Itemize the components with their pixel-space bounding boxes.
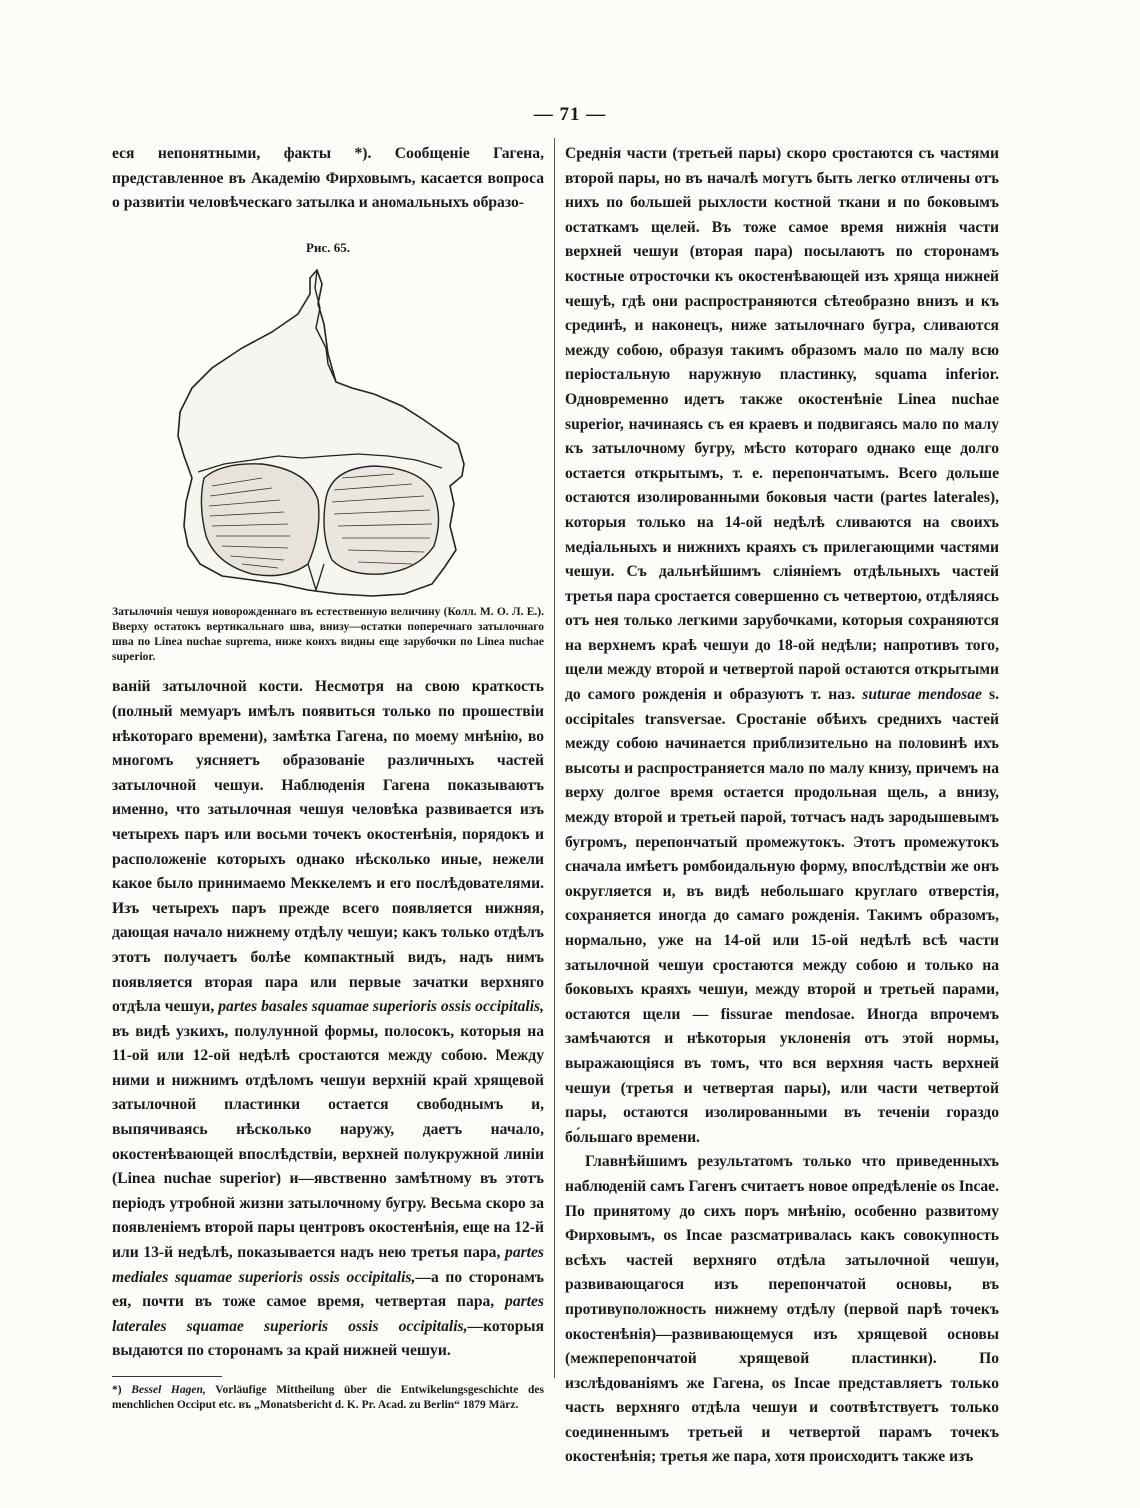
figure-caption: Затылочнія чешуя новорожденнаго въ естественную величину (Колл. М. О. Л. Е.). Вверху остатокъ вертикальнаго шва, внизу—остатки поперечнаго затылочнаго шва по Linea nuchae suprema, ниже коихъ видны еще зарубочки по Linea nuchae superior.	[112, 606, 544, 664]
latin-term: partes mediales squamae superioris ossis occipitalis,	[112, 1244, 544, 1286]
left-text-run: —а по сторонамъ ея, почти въ тоже самое время, четвертая пара,	[112, 1268, 544, 1311]
column-divider	[554, 138, 555, 1378]
left-text-run: въ видѣ узкихъ, полулунной формы, полосокъ, которыя на 11-ой или 12-ой недѣлѣ сростаются между собою. Между ними и нижнимъ отдѣломъ чешуи верхній край хрящевой затылочной пластинки остается свободнымъ и, выпячиваясь нѣсколько наружу, даетъ начало, окостенѣвающей впослѣдствіи, верхней полукружной линіи (Linea nuchae superior) и—явственно замѣтному въ этотъ періодъ утробной жизни затылочному бугру. Весьма скоро за появленіемъ второй пары центровъ окостенѣнія, еще на 12-й или 13-й недѣлѣ, показывается надъ нею третья пара,	[112, 1022, 544, 1262]
left-column	[112, 142, 544, 1413]
left-text-run: ваній затылочной кости. Несмотря на свою краткость (полный мемуаръ имѣлъ появиться только по прошествіи нѣкотораго времени), замѣтка Гагена, по моему мнѣнію, во многомъ уясняетъ образованіе различныхъ частей затылочной чешуи. Наблюденія Гагена показываютъ именно, что затылочная чешуя человѣка развивается изъ четырехъ паръ или восьми точекъ окостенѣнія, порядокъ и расположеніе которыхъ однако нѣсколько иные, нежели какое было принимаемо Меккелемъ и его послѣдователями. Изъ четырехъ паръ прежде всего появляется нижняя, дающая начало нижнему отдѣлу чешуи; какъ только отдѣлъ этотъ получаетъ болѣе компактный видъ, надъ нимъ появляется вторая пара или первые зачатки верхняго отдѣла чешуи,	[112, 678, 544, 1016]
occipital-bone-figure	[112, 264, 544, 599]
right-text-run: s. occipitales transversae. Сростаніе обѣихъ среднихъ частей между собою начинается приблизительно на половинѣ ихъ высоты и распространяется мало по малу книзу, причемъ на верху долгое время остается продольная щель, а внизу, между второй и третьей парой, тотчасъ надъ зародышевымъ бугромъ, перепончатый промежутокъ. Этотъ промежутокъ сначала имѣетъ ромбоидальную форму, впослѣдствіи же онъ округляется и, въ видѣ небольшаго круглаго отверстія, сохраняется иногда до самаго рожденія. Такимъ образомъ, нормально, уже на 14-ой или 15-ой недѣлѣ всѣ части затылочной чешуи сростаются между собою и только на боковыхъ краяхъ чешуи, между второй и третьей парами, остаются щели — fissurae mendosae. Иногда впрочемъ замѣчаются и нѣкоторыя уклоненія отъ этой нормы, выражающіяся въ томъ, что вся верхняя часть верхней чешуи (третья и четвертая пары), или части четвертой пары, остаются изолированными въ теченіи гораздо бо́льшаго времени.	[565, 686, 999, 1146]
right-paragraph-1	[565, 142, 999, 1150]
right-column	[565, 142, 999, 1470]
left-text-run: —которыя выдаются по сторонамъ за край нижней чешуи.	[112, 1317, 544, 1360]
latin-term: partes basales squamae superioris ossis occipitalis,	[218, 998, 545, 1016]
left-paragraph-1: еся непонятными, факты *). Сообщеніе Гагена, представленное въ Академію Фирховымъ, касается вопроса о развитіи человѣческаго затылка и аномальныхъ образо-	[112, 145, 544, 212]
latin-term: partes laterales squamae superioris ossis occipitalis,	[112, 1293, 544, 1335]
left-paragraph-2	[112, 675, 544, 1364]
figure-label: Рис. 65.	[306, 239, 350, 255]
latin-term: suturae mendosae	[862, 686, 982, 704]
footnote-text: Vorläufige Mittheilung über die Entwikelungsgeschichte des menchlichen Occiput etc. въ „Monatsbericht d. K. Pr. Acad. zu Berlin“ 1879 März.	[112, 1384, 544, 1411]
footnote-author: Bessel Hagen,	[131, 1384, 206, 1396]
right-text-run: Среднія части (третьей пары) скоро сростаются съ частями второй пары, но въ началѣ могутъ быть легко отличены отъ нихъ по большей рыхлости костной ткани и по боковымъ остаткамъ щелей. Въ тоже самое время нижнія части верхней чешуи (вторая пара) посылаютъ по сторонамъ костные отросточки къ окостенѣвающей изъ хряща нижней чешуѣ, гдѣ они распространяются сѣтеобразно внизъ и къ срединѣ, и наконецъ, ниже затылочнаго бугра, сливаются между собою, образуя такимъ образомъ мало по малу всю періостальную наружную пластинку, squama inferior. Одновременно идетъ также окостенѣніе Linea nuchae superior, начинаясь съ ея краевъ и подвигаясь мало по малу къ затылочному бугру, мѣсто котораго однако еще долго остается открытымъ, т. е. перепончатымъ. Всего дольше остаются изолированными боковыя части (partes laterales), которыя только на 14-ой недѣлѣ сливаются на своихъ медіальныхъ и нижнихъ краяхъ съ прилегающими частями чешуи. Съ дальнѣйшимъ сліяніемъ отдѣльныхъ частей третья пара сростается совершенно съ четвертою, отдѣляясь отъ нея только легкими зарубочками, которыя сохраняются на верхнемъ краѣ чешуи до 18-ой недѣли; напротивъ того, щели между второй и четвертой парой остаются открытыми до самого рожденія и образуютъ т. наз.	[565, 145, 999, 704]
footnote	[112, 1383, 544, 1413]
right-paragraph-2: Главнѣйшимъ результатомъ только что приведенныхъ наблюденій самъ Гагенъ считаетъ новое опредѣленіе os Incae. По принятому до сихъ поръ мнѣнію, особенно развитому Фирховымъ, os Incae разсматривалась какъ совокупность всѣхъ частей верхняго отдѣла затылочной чешуи, развивающагося изъ перепончатой основы, въ противуположность нижнему отдѣлу (первой парѣ точекъ окостенѣнія)—развивающемуся изъ хрящевой основы (межперепончатой хрящевой пластинки). По изслѣдованіямъ же Гагена, os Incae представляетъ только часть верхняго отдѣла чешуи и соотвѣтствуетъ только соединеннымъ третьей и четвертой парамъ точекъ окостенѣнія; третья же пара, хотя происходитъ также изъ	[565, 1153, 999, 1466]
page-number: — 71 —	[533, 104, 607, 125]
footnote-mark: *)	[112, 1384, 122, 1396]
footnote-rule	[112, 1376, 222, 1377]
